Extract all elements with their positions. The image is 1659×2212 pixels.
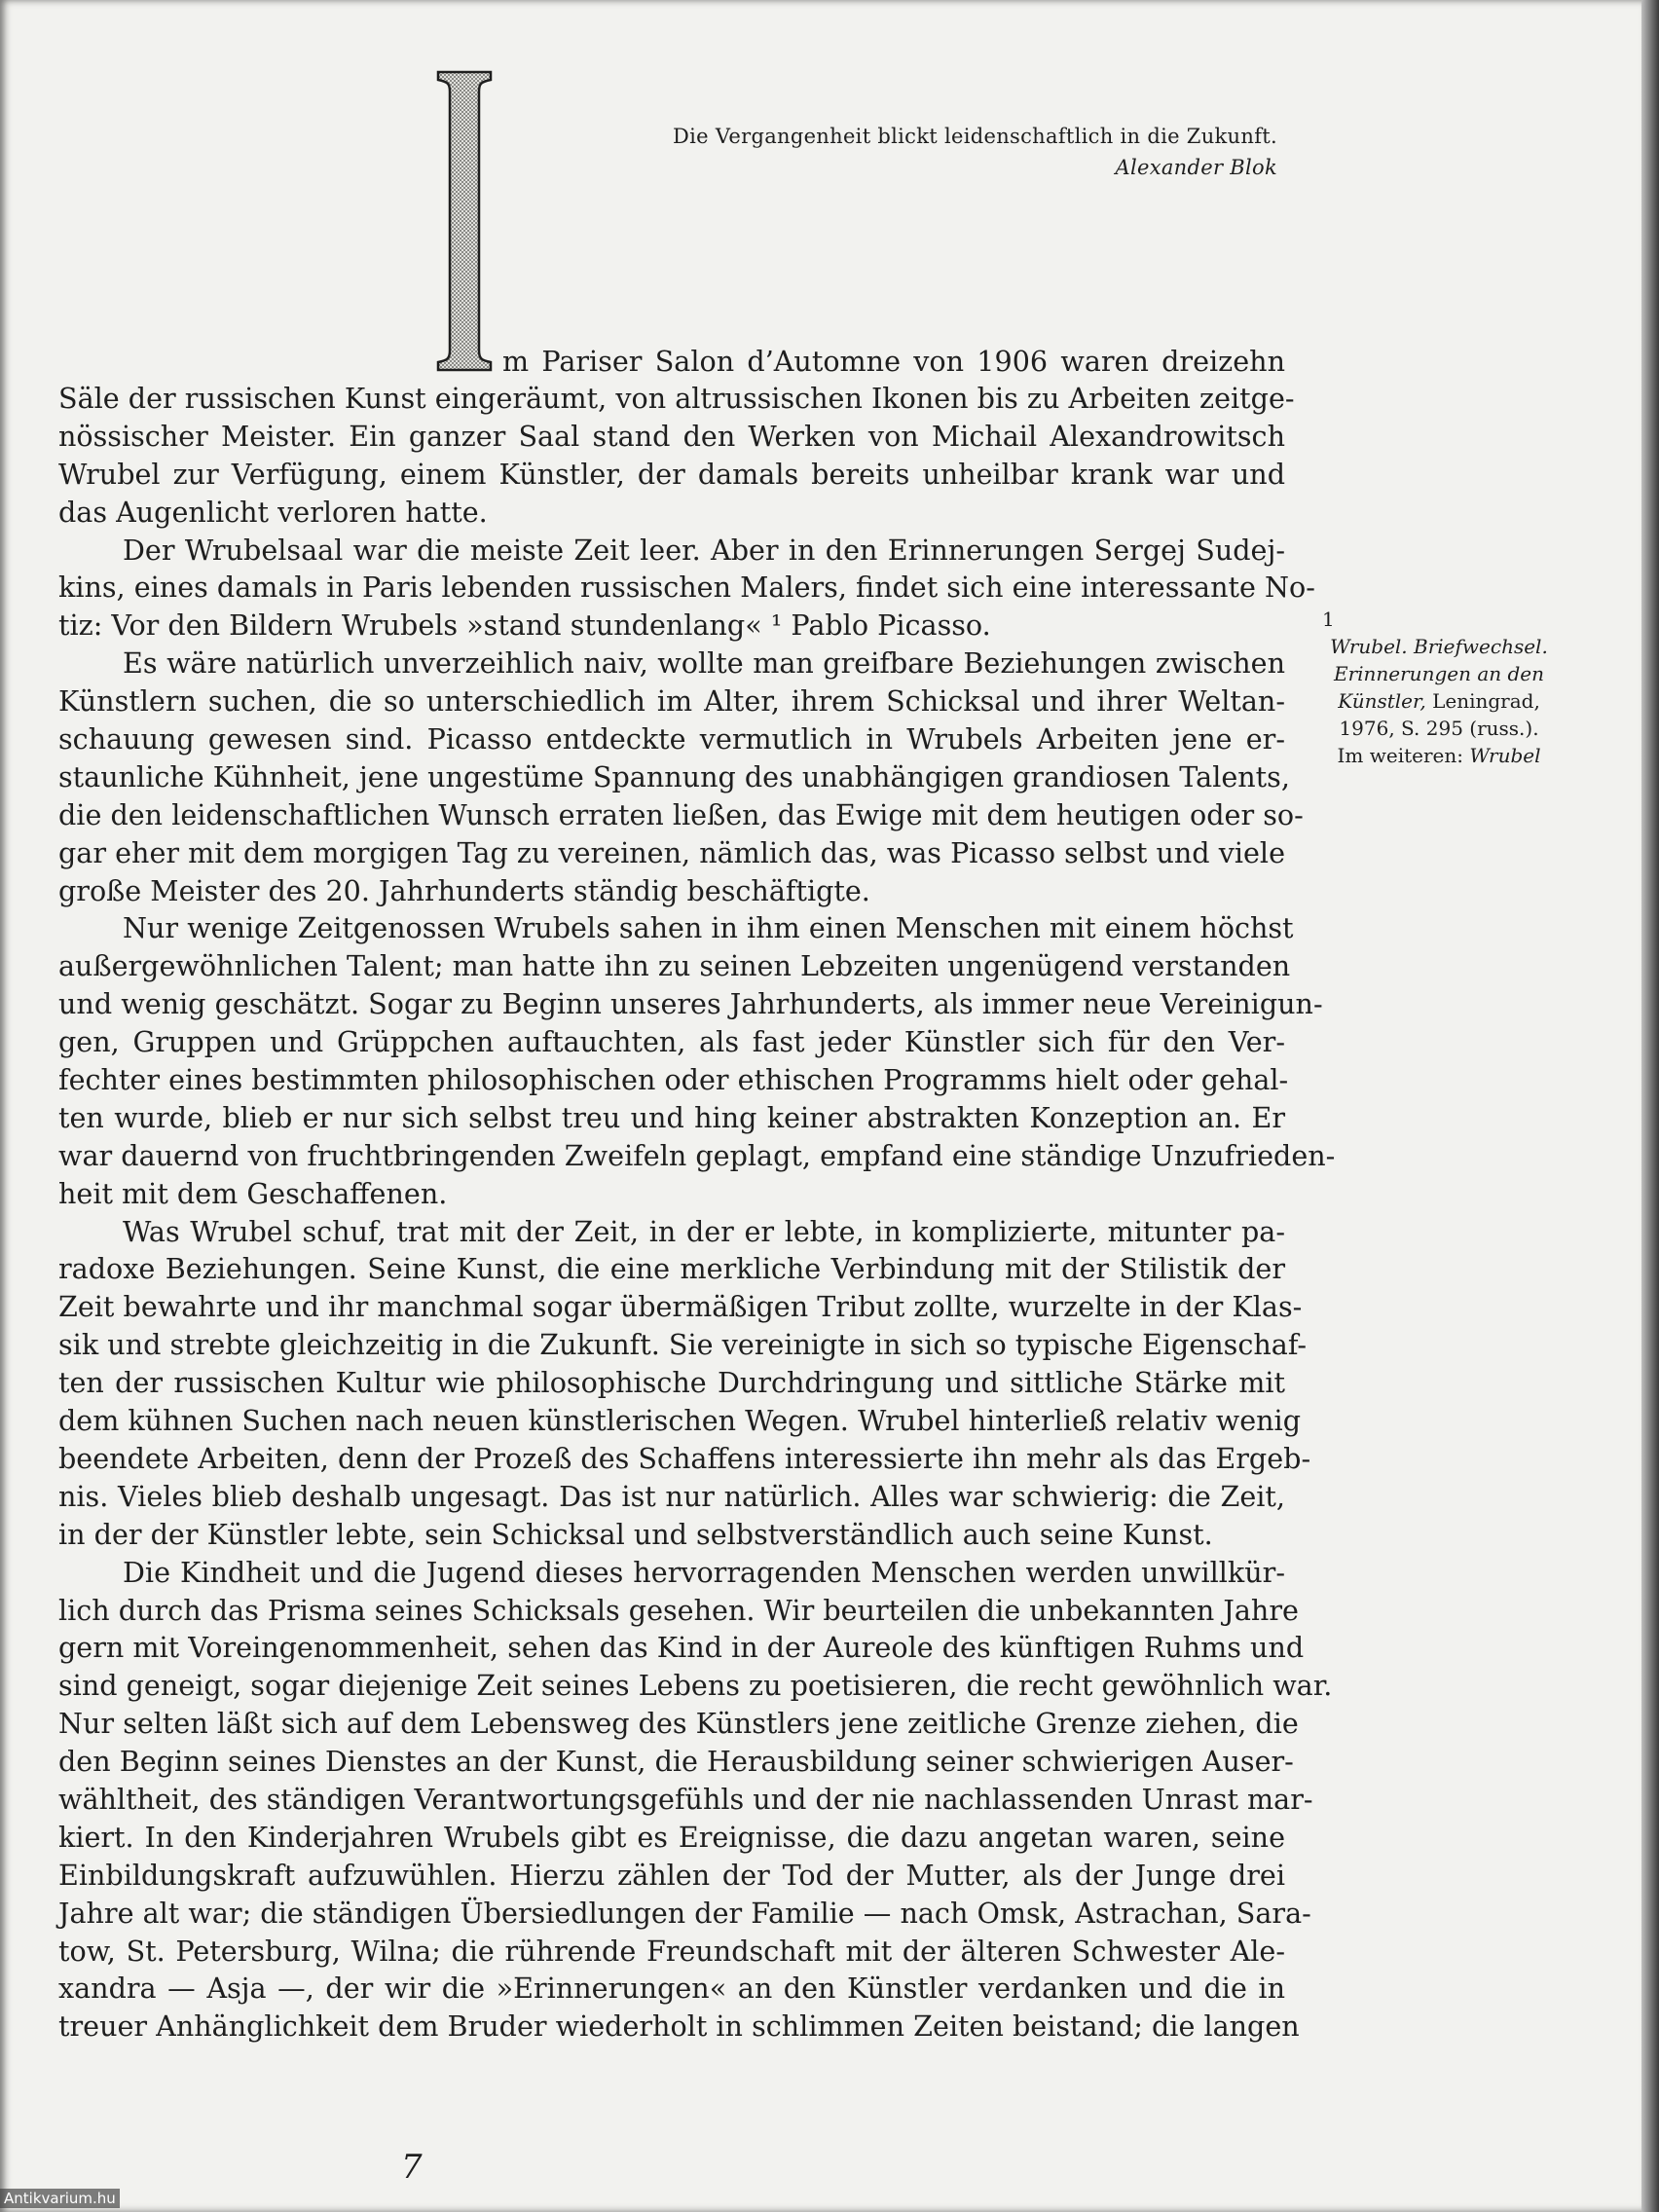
text-line: Der Wrubelsaal war die meiste Zeit leer. Aber in den Erinnerungen Sergej Sudej- <box>123 533 1285 567</box>
text-line: ten wurde, blieb er nur sich selbst treu und hing keiner abstrakten Konzeption an. Er <box>58 1100 1285 1134</box>
text-line: nis. Vieles blieb deshalb ungesagt. Das ist nur natürlich. Alles war schwierig: die Zeit, <box>58 1479 1285 1513</box>
text-line: kins, eines damals in Paris lebenden russischen Malers, findet sich eine interessante No- <box>58 571 1315 605</box>
text-line: dem kühnen Suchen nach neuen künstlerischen Wegen. Wrubel hinterließ relativ wenig <box>58 1404 1302 1438</box>
footnote-line-3-italic: Künstler, <box>1338 689 1426 713</box>
text-line: lich durch das Prisma seines Schicksals gesehen. Wir beurteilen die unbekannten Jahre <box>58 1593 1299 1627</box>
text-line: heit mit dem Geschaffenen. <box>58 1176 448 1210</box>
text-line: Was Wrubel schuf, trat mit der Zeit, in der er lebte, in komplizierte, mitunter pa- <box>123 1214 1285 1248</box>
text-line: Es wäre natürlich unverzeihlich naiv, wollte man greifbare Beziehungen zwischen <box>123 646 1285 681</box>
text-line: die den leidenschaftlichen Wunsch erraten ließen, das Ewige mit dem heutigen oder so- <box>58 797 1304 831</box>
page-number: 7 <box>401 2148 423 2187</box>
text-line: kiert. In den Kinderjahren Wrubels gibt es Ereignisse, die dazu angetan waren, seine <box>58 1820 1285 1854</box>
text-line: staunliche Kühnheit, jene ungestüme Spannung des unabhängigen grandiosen Talents, <box>58 759 1290 793</box>
page-edge-shadow <box>1641 0 1659 2212</box>
text-line: war dauernd von fruchtbringenden Zweifeln geplagt, empfand eine ständige Unzufrieden- <box>58 1138 1336 1172</box>
text-line: und wenig geschätzt. Sogar zu Beginn unseres Jahrhunderts, als immer neue Vereinigun- <box>58 987 1323 1021</box>
main-text <box>58 380 1336 2046</box>
footnote-body <box>1322 633 1556 769</box>
text-line: tiz: Vor den Bildern Wrubels »stand stundenlang« ¹ Pablo Picasso. <box>58 608 991 643</box>
text-line: große Meister des 20. Jahrhunderts ständig beschäftigte. <box>58 873 870 907</box>
text-line: nössischer Meister. Ein ganzer Saal stand den Werken von Michail Alexandrowitsch <box>58 419 1285 453</box>
footnote-line-5-italic: Wrubel <box>1469 744 1541 767</box>
text-line: tow, St. Petersburg, Wilna; die rührende Freundschaft mit der älteren Schwester Ale- <box>58 1934 1285 1968</box>
footnote-line-5-plain: Im weiteren: <box>1337 744 1470 767</box>
text-line: sik und strebte gleichzeitig in die Zukunft. Sie vereinigte in sich so typische Eigenschaf- <box>58 1328 1308 1362</box>
footnote-line-2: Erinnerungen an den <box>1333 662 1545 685</box>
text-line: schauung gewesen sind. Picasso entdeckte vermutlich in Wrubels Arbeiten jene er- <box>58 722 1285 756</box>
footnote-number: 1 <box>1322 608 1335 631</box>
paragraph <box>58 1554 1333 2046</box>
text-line: gern mit Voreingenommenheit, sehen das Kind in der Aureole des künftigen Ruhms und <box>58 1631 1305 1665</box>
text-line: sind geneigt, sogar diejenige Zeit seines Lebens zu poetisieren, die recht gewöhnlich war. <box>58 1669 1333 1703</box>
footnote-line-1: Wrubel. Briefwechsel. <box>1330 635 1548 658</box>
paragraph <box>58 1213 1311 1554</box>
drop-cap-letter: I <box>436 70 437 71</box>
text-line: Wrubel zur Verfügung, einem Künstler, der damals bereits unheilbar krank war und <box>58 457 1285 491</box>
text-line: radoxe Beziehungen. Seine Kunst, die eine merkliche Verbindung mit der Stilistik der <box>58 1252 1285 1286</box>
text-line: ten der russischen Kultur wie philosophische Durchdringung und sittliche Stärke mit <box>58 1366 1285 1400</box>
epigraph <box>673 121 1277 183</box>
text-line: Zeit bewahrte und ihr manchmal sogar übermäßigen Tribut zollte, wurzelte in der Klas- <box>58 1290 1303 1324</box>
paragraph <box>58 645 1304 909</box>
text-line: xandra — Asja —, der wir die »Erinnerungen« an den Künstler verdanken und die in <box>58 1972 1285 2006</box>
paragraph <box>58 380 1295 532</box>
text-line: fechter eines bestimmten philosophischen oder ethischen Programms hielt oder gehal- <box>58 1063 1289 1097</box>
text-line: Die Kindheit und die Jugend dieses hervorragenden Menschen werden unwillkür- <box>123 1555 1285 1589</box>
text-line: wähltheit, des ständigen Verantwortungsgefühls und der nie nachlassenden Unrast mar- <box>58 1782 1313 1816</box>
text-line: Künstlern suchen, die so unterschiedlich im Alter, ihrem Schicksal und ihrer Weltan- <box>58 684 1285 719</box>
text-line: Nur wenige Zeitgenossen Wrubels sahen in ihm einen Menschen mit einem höchst <box>123 911 1294 945</box>
epigraph-author: Alexander Blok <box>1115 156 1277 179</box>
text-line: Einbildungskraft aufzuwühlen. Hierzu zählen der Tod der Mutter, als der Junge drei <box>58 1858 1285 1892</box>
epigraph-quote: Die Vergangenheit blickt leidenschaftlich in die Zukunft. <box>672 125 1277 148</box>
text-line: gar eher mit dem morgigen Tag zu vereinen, nämlich das, was Picasso selbst und viele <box>58 835 1285 869</box>
text-line: treuer Anhänglichkeit dem Bruder wiederholt in schlimmen Zeiten beistand; die langen <box>58 2009 1300 2044</box>
drop-cap-initial <box>436 70 493 372</box>
text-line: gen, Gruppen und Grüppchen auftauchten, als fast jeder Künstler sich für den Ver- <box>58 1025 1285 1059</box>
footnote <box>1322 606 1556 769</box>
footnote-line-3-rest: Leningrad, <box>1425 689 1540 713</box>
footnote-line-4: 1976, S. 295 (russ.). <box>1339 717 1539 740</box>
opening-line: m Pariser Salon d’Automne von 1906 waren dreizehn <box>502 345 1285 378</box>
paragraph <box>58 532 1315 645</box>
text-line: den Beginn seines Dienstes an der Kunst, die Herausbildung seiner schwierigen Auser- <box>58 1745 1294 1779</box>
text-line: Säle der russischen Kunst eingeräumt, von altrussischen Ikonen bis zu Arbeiten zeitge- <box>58 382 1295 415</box>
footnote-line-3 <box>1322 687 1556 715</box>
watermark: Antikvarium.hu <box>0 2189 120 2208</box>
footnote-line-5 <box>1322 742 1556 769</box>
paragraph <box>58 909 1336 1212</box>
text-line: Nur selten läßt sich auf dem Lebensweg des Künstlers jene zeitliche Grenze ziehen, die <box>58 1707 1299 1741</box>
text-line: das Augenlicht verloren hatte. <box>58 495 488 529</box>
text-line: außergewöhnlichen Talent; man hatte ihn zu seinen Lebzeiten ungenügend verstanden <box>58 949 1291 983</box>
text-line: in der der Künstler lebte, sein Schicksal und selbstverständlich auch seine Kunst. <box>58 1517 1213 1551</box>
text-line: Jahre alt war; die ständigen Übersiedlungen der Familie — nach Omsk, Astrachan, Sara- <box>58 1896 1311 1930</box>
text-line: beendete Arbeiten, denn der Prozeß des Schaffens interessierte ihn mehr als das Ergeb- <box>58 1441 1311 1475</box>
